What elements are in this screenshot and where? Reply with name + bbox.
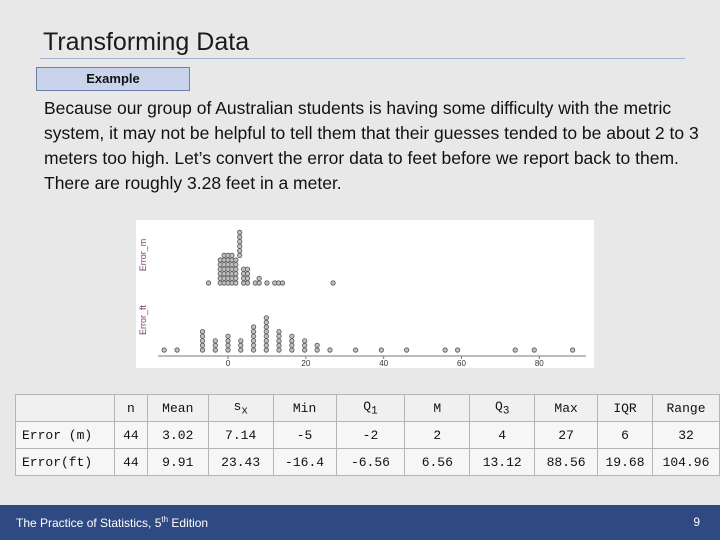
data-point-error-ft	[251, 339, 255, 343]
sx-symbol: s	[233, 398, 242, 414]
table-cell: 4	[470, 422, 535, 449]
data-point-error-ft	[404, 348, 408, 352]
data-point-error-m	[245, 281, 249, 285]
data-point-error-ft	[290, 343, 294, 347]
data-point-error-m	[238, 239, 242, 243]
data-point-error-ft	[226, 348, 230, 352]
x-tick-label: 80	[534, 359, 544, 368]
table-header-corner	[16, 395, 115, 422]
data-point-error-ft	[513, 348, 517, 352]
data-point-error-m	[238, 249, 242, 253]
data-point-error-ft	[302, 348, 306, 352]
data-point-error-ft	[532, 348, 536, 352]
q1-symbol: Q	[363, 398, 372, 414]
q3-symbol: Q	[495, 398, 503, 414]
data-point-error-ft	[302, 339, 306, 343]
data-point-error-ft	[200, 329, 204, 333]
data-point-error-ft	[264, 329, 268, 333]
data-point-error-ft	[200, 334, 204, 338]
table-header-mean: Mean	[147, 395, 208, 422]
data-point-error-ft	[302, 343, 306, 347]
body-text: Because our group of Australian students is having some difficulty with the metric system, it may not be helpful to tell them that their guesses tended to be about 2 to 3 meters too high. Let’s convert the error data to feet before we report back to them. There are roughly 3.28 feet in a meter.	[44, 98, 699, 193]
table-row	[16, 422, 720, 449]
dotplot-svg	[136, 220, 594, 368]
data-point-error-m	[265, 281, 269, 285]
table-cell: 6	[598, 422, 653, 449]
q1-subscript: 1	[371, 405, 378, 418]
x-tick-label: 20	[301, 359, 311, 368]
data-point-error-ft	[200, 343, 204, 347]
data-point-error-m	[331, 281, 335, 285]
data-point-error-ft	[290, 339, 294, 343]
sx-subscript: x	[241, 405, 248, 418]
data-point-error-ft	[213, 343, 217, 347]
table-cell: -2	[336, 422, 405, 449]
data-point-error-m	[230, 253, 234, 257]
data-point-error-ft	[290, 348, 294, 352]
table-header-max: Max	[535, 395, 598, 422]
data-point-error-m	[245, 267, 249, 271]
x-tick-label: 60	[457, 359, 466, 368]
data-point-error-m	[238, 253, 242, 257]
data-point-error-ft	[264, 348, 268, 352]
data-point-error-ft	[251, 348, 255, 352]
data-point-error-m	[245, 272, 249, 276]
data-point-error-ft	[226, 343, 230, 347]
data-point-error-ft	[315, 348, 319, 352]
data-point-error-ft	[264, 334, 268, 338]
data-point-error-m	[234, 262, 238, 266]
data-point-error-m	[238, 244, 242, 248]
title-rule	[40, 58, 685, 59]
data-point-error-m	[234, 258, 238, 262]
table-cell: 23.43	[208, 449, 273, 476]
footer-text	[16, 515, 208, 530]
table-cell: 27	[535, 422, 598, 449]
table-cell: 3.02	[147, 422, 208, 449]
data-point-error-m	[257, 281, 261, 285]
y-axis-label: Error_ft	[138, 304, 148, 336]
table-header-median: M	[405, 395, 470, 422]
table-cell: -5	[273, 422, 336, 449]
x-tick-label: 40	[379, 359, 389, 368]
data-point-error-m	[238, 235, 242, 239]
data-point-error-ft	[353, 348, 357, 352]
table-cell: 19.68	[598, 449, 653, 476]
data-point-error-ft	[290, 334, 294, 338]
table-cell: 13.12	[470, 449, 535, 476]
table-header-range: Range	[652, 395, 719, 422]
data-point-error-ft	[443, 348, 447, 352]
data-point-error-ft	[277, 339, 281, 343]
table-header-sx	[208, 395, 273, 422]
table-header-q3	[470, 395, 535, 422]
data-point-error-ft	[455, 348, 459, 352]
data-point-error-m	[234, 272, 238, 276]
data-point-error-ft	[328, 348, 332, 352]
data-point-error-ft	[251, 325, 255, 329]
data-point-error-ft	[264, 320, 268, 324]
table-cell: 44	[114, 422, 147, 449]
data-point-error-ft	[162, 348, 166, 352]
table-header-row	[16, 395, 720, 422]
table-cell: 7.14	[208, 422, 273, 449]
table-row	[16, 449, 720, 476]
data-point-error-ft	[251, 343, 255, 347]
data-point-error-ft	[251, 334, 255, 338]
data-point-error-ft	[277, 334, 281, 338]
page-number: 9	[693, 515, 700, 529]
footer-book-title: The Practice of Statistics, 5	[16, 516, 162, 530]
table-header-n: n	[114, 395, 147, 422]
data-point-error-ft	[277, 329, 281, 333]
data-point-error-m	[206, 281, 210, 285]
slide-title: Transforming Data	[43, 28, 250, 56]
table-cell: 44	[114, 449, 147, 476]
summary-table	[15, 394, 720, 476]
data-point-error-ft	[251, 329, 255, 333]
data-point-error-m	[245, 276, 249, 280]
data-point-error-ft	[200, 348, 204, 352]
data-point-error-ft	[315, 343, 319, 347]
data-point-error-ft	[239, 343, 243, 347]
example-tag: Example	[36, 67, 190, 91]
table-cell-label: Error(ft)	[16, 449, 115, 476]
data-point-error-ft	[277, 348, 281, 352]
data-point-error-ft	[277, 343, 281, 347]
data-point-error-ft	[264, 316, 268, 320]
table-cell-label: Error (m)	[16, 422, 115, 449]
table-header-min: Min	[273, 395, 336, 422]
table-cell: -6.56	[336, 449, 405, 476]
data-point-error-m	[257, 276, 261, 280]
data-point-error-ft	[264, 343, 268, 347]
data-point-error-m	[280, 281, 284, 285]
table-cell: 104.96	[652, 449, 719, 476]
table-cell: 32	[652, 422, 719, 449]
data-point-error-ft	[213, 348, 217, 352]
data-point-error-ft	[239, 348, 243, 352]
data-point-error-ft	[175, 348, 179, 352]
table-cell: 88.56	[535, 449, 598, 476]
data-point-error-ft	[226, 334, 230, 338]
x-tick-label: 0	[225, 359, 231, 368]
data-point-error-ft	[226, 339, 230, 343]
data-point-error-m	[234, 267, 238, 271]
data-point-error-m	[234, 281, 238, 285]
table-cell: 9.91	[147, 449, 208, 476]
data-point-error-ft	[264, 339, 268, 343]
data-point-error-m	[238, 230, 242, 234]
data-point-error-m	[234, 276, 238, 280]
table-cell: -16.4	[273, 449, 336, 476]
footer-sup: th	[161, 515, 169, 524]
dotplot-chart	[136, 220, 594, 368]
data-point-error-ft	[200, 339, 204, 343]
y-axis-label: Error_m	[138, 238, 148, 272]
footer-edition: Edition	[168, 516, 209, 530]
data-point-error-ft	[264, 325, 268, 329]
table-cell: 2	[405, 422, 470, 449]
table-header-q1	[336, 395, 405, 422]
table-header-iqr: IQR	[598, 395, 653, 422]
q3-subscript: 3	[502, 405, 510, 418]
table-cell: 6.56	[405, 449, 470, 476]
data-point-error-ft	[239, 339, 243, 343]
data-point-error-ft	[213, 339, 217, 343]
data-point-error-ft	[570, 348, 574, 352]
data-point-error-ft	[379, 348, 383, 352]
